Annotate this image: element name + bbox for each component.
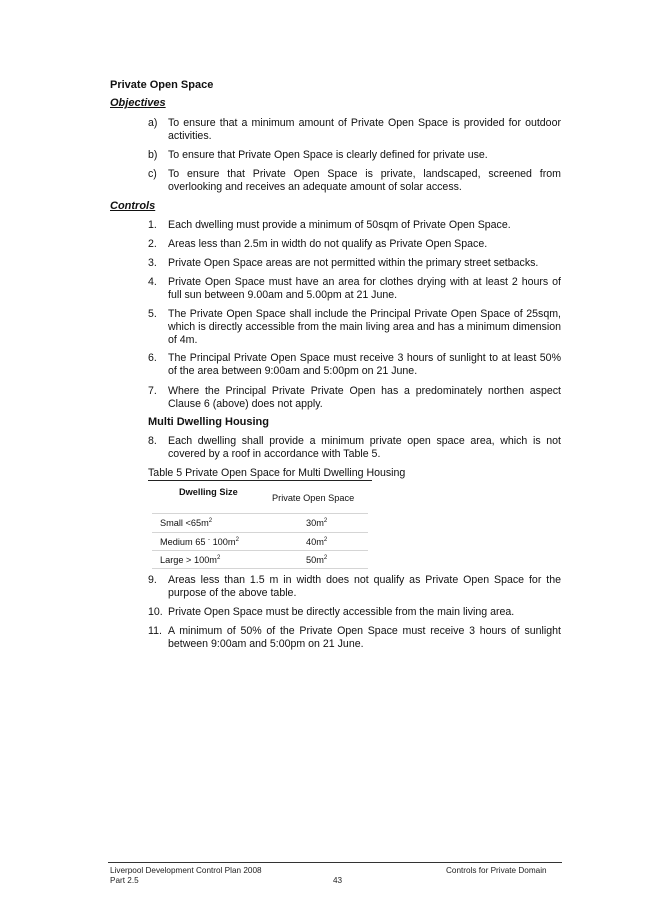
table-cell-space: $50m^2$ — [306, 555, 328, 566]
list-marker: 10. — [148, 606, 163, 618]
list-marker: 7. — [148, 385, 157, 397]
table-cell-size: Small $<65m^2$ — [160, 518, 213, 529]
list-text: To ensure that Private Open Space is private, landscaped, screened from overlooking and receives an adequate amount of solar access. — [168, 168, 561, 193]
objectives-heading: Objectives — [110, 97, 166, 109]
table-rule — [152, 550, 368, 551]
list-text: Areas less than 2.5m in width do not qualify as Private Open Space. — [168, 238, 488, 250]
table-cell-size: Medium 65 - $100m^2$ — [160, 537, 239, 548]
table-cell-space: $30m^2$ — [306, 518, 328, 529]
control-item — [148, 219, 561, 232]
list-text: Areas less than 1.5 m in width does not qualify as Private Open Space for the purpose of the above table. — [168, 574, 561, 599]
table-rule — [152, 532, 368, 533]
table-rule — [152, 568, 368, 569]
list-text: Where the Principal Private Private Open has a predominately northen aspect Clause 6 (above) does not apply. — [168, 385, 561, 410]
list-marker: 5. — [148, 308, 157, 320]
table-cell-size: Large > $100m^2$ — [160, 555, 221, 566]
list-marker: 9. — [148, 574, 157, 586]
table-header-private-open-space: Private Open Space — [272, 493, 355, 503]
table-rule — [152, 513, 368, 514]
list-marker: 4. — [148, 276, 157, 288]
list-text: The Principal Private Open Space must receive 3 hours of sunlight to at least 50% of the area between 9:00am and 5:00pm on 21 June. — [168, 352, 561, 377]
list-text: Each dwelling must provide a minimum of 50sqm of Private Open Space. — [168, 219, 511, 231]
list-text: Private Open Space areas are not permitted within the primary street setbacks. — [168, 257, 539, 269]
control-item — [148, 606, 561, 619]
controls-heading: Controls — [110, 200, 156, 212]
objective-item — [148, 149, 561, 162]
list-text: To ensure that a minimum amount of Private Open Space is provided for outdoor activities. — [168, 117, 561, 142]
list-text: The Private Open Space shall include the Principal Private Open Space of 25sqm, which is directly accessible from the main living area and has a minimum dimension of 4m. — [168, 308, 561, 346]
list-text: Each dwelling shall provide a minimum private open space area, which is not covered by a roof in accordance with Table 5. — [168, 435, 561, 460]
control-item — [148, 308, 561, 347]
footer-rule — [108, 862, 562, 863]
table-cell-space: $40m^2$ — [306, 537, 328, 548]
control-item — [148, 574, 561, 600]
list-marker: b) — [148, 149, 158, 161]
section-title: Private Open Space — [110, 79, 214, 91]
footer-section-title: Controls for Private Domain — [446, 866, 547, 875]
list-text: Private Open Space must have an area for clothes drying with at least 2 hours of full sun between 9.00am and 5.00pm at 21 June. — [168, 276, 561, 301]
caption-underline — [148, 480, 372, 481]
table-caption: Table 5 Private Open Space for Multi Dwelling Housing — [148, 467, 406, 479]
control-item — [148, 276, 561, 302]
footer-part: Part 2.5 — [110, 876, 139, 885]
list-marker: 3. — [148, 257, 157, 269]
list-marker: 11. — [148, 625, 162, 637]
control-item — [148, 352, 561, 378]
control-item — [148, 238, 561, 251]
control-item — [148, 435, 561, 461]
objective-item — [148, 168, 561, 194]
list-marker: 8. — [148, 435, 157, 447]
multi-dwelling-heading: Multi Dwelling Housing — [148, 416, 269, 428]
page-number: 43 — [333, 876, 343, 885]
control-item — [148, 257, 561, 270]
table-header-dwelling-size: Dwelling Size — [179, 487, 238, 497]
control-item — [148, 385, 561, 411]
list-text: To ensure that Private Open Space is clearly defined for private use. — [168, 149, 488, 161]
objective-item — [148, 117, 561, 143]
list-marker: 2. — [148, 238, 157, 250]
control-item — [148, 625, 561, 651]
list-marker: 6. — [148, 352, 157, 364]
list-marker: c) — [148, 168, 157, 180]
footer-document-title: Liverpool Development Control Plan 2008 — [110, 866, 262, 875]
list-marker: a) — [148, 117, 158, 129]
list-text: A minimum of 50% of the Private Open Space must receive 3 hours of sunlight between 9:00am and 5:00pm on 21 June. — [168, 625, 561, 650]
list-text: Private Open Space must be directly accessible from the main living area. — [168, 606, 515, 618]
list-marker: 1. — [148, 219, 157, 231]
